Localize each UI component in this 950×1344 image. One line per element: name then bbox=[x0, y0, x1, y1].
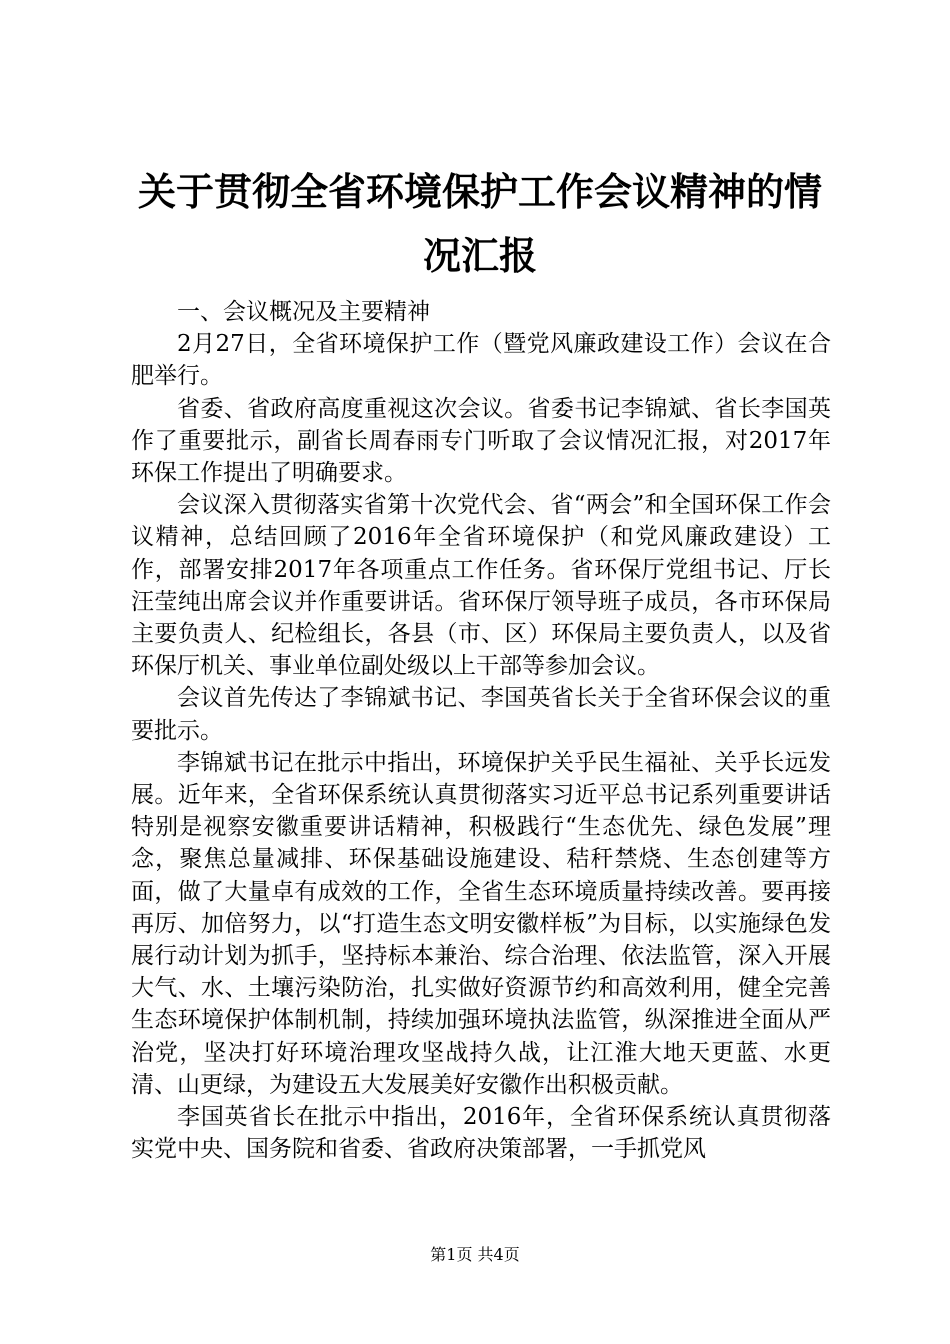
page-number-footer: 第1页 共4页 bbox=[430, 1245, 520, 1264]
paragraph: 李锦斌书记在批示中指出，环境保护关乎民生福祉、关乎长远发展。近年来，全省环保系统认真贯彻落实习近平总书记系列重要讲话特别是视察安徽重要讲话精神，积极践行“生态优先、绿色发展”理念，聚焦总量减排、环保基础设施建设、秸秆禁烧、生态创建等方面，做了大量卓有成效的工作，全省生态环境质量持续改善。要再接再厉、加倍努力，以“打造生态文明安徽样板”为目标，以实施绿色发展行动计划为抓手，坚持标本兼治、综合治理、依法监管，深入开展大气、水、土壤污染防治，扎实做好资源节约和高效利用，健全完善生态环境保护体制机制，持续加强环境执法监管，纵深推进全面从严治党，坚决打好环境治理攻坚战持久战，让江淮大地天更蓝、水更清、山更绿，为建设五大发展美好安徽作出积极贡献。 bbox=[131, 749, 831, 1098]
paragraph: 省委、省政府高度重视这次会议。省委书记李锦斌、省长李国英作了重要批示，副省长周春雨专门听取了会议情况汇报，对2017年环保工作提出了明确要求。 bbox=[131, 395, 831, 487]
paragraph: 会议首先传达了李锦斌书记、李国英省长关于全省环保会议的重要批示。 bbox=[131, 685, 831, 744]
section-heading: 一、会议概况及主要精神 bbox=[177, 299, 430, 325]
document-body bbox=[131, 296, 831, 1165]
paragraph: 2月27日，全省环境保护工作（暨党风廉政建设工作）会议在合肥举行。 bbox=[131, 331, 831, 390]
paragraph: 李国英省长在批示中指出，2016年，全省环保系统认真贯彻落实党中央、国务院和省委、省政府决策部署，一手抓党风 bbox=[131, 1104, 831, 1163]
paragraph: 会议深入贯彻落实省第十次党代会、省“两会”和全国环保工作会议精神，总结回顾了2016年全省环境保护（和党风廉政建设）工作，部署安排2017年各项重点工作任务。省环保厅党组书记、厅长汪莹纯出席会议并作重要讲话。省环保厅领导班子成员，各市环保局主要负责人、纪检组长，各县（市、区）环保局主要负责人，以及省环保厅机关、事业单位副处级以上干部等参加会议。 bbox=[131, 492, 831, 680]
document-title: 关于贯彻全省环境保护工作会议精神的情况汇报 bbox=[137, 170, 822, 278]
